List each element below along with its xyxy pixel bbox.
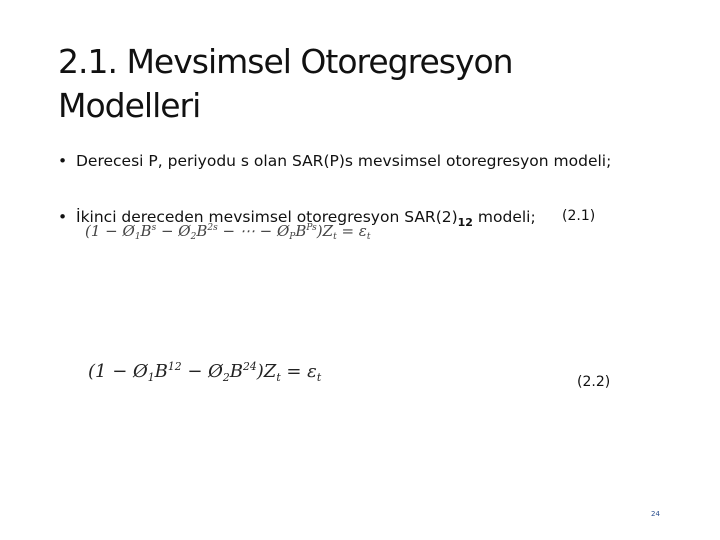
slide-title — [58, 40, 578, 128]
slide-title-line-2: Modelleri — [58, 86, 201, 125]
equation-sar-2-12: ($1 - Ø_1B^{12}$ − $Ø_2B^{24})Z_t = \varepsilon_t$ — [88, 360, 322, 384]
equation-number-1: (2.1) — [562, 208, 596, 224]
bullet-text-prefix: İkinci dereceden mevsimsel otoregresyon SAR(2) — [76, 208, 458, 226]
bullet-text: Derecesi P, periyodu s olan SAR(P)s mevsimsel otoregresyon modeli; — [76, 152, 612, 170]
bullet-text-subscript: 12 — [457, 216, 473, 230]
bullet-text-suffix: modeli; — [472, 208, 536, 226]
bullet-marker: • — [58, 208, 68, 226]
bullet-sar-general — [58, 152, 611, 170]
bullet-marker: • — [58, 152, 68, 170]
equation-number-2: (2.2) — [577, 374, 611, 390]
equation-sar-p: ($1 - Ø_1B^s$ − $Ø_2B^{2s}$ − ⋯ − $Ø_PB^{Ps})Z_t = \varepsilon_t$ — [85, 222, 371, 243]
slide-title-line-1: 2.1. Mevsimsel Otoregresyon — [58, 42, 513, 81]
page-number: 24 — [651, 510, 660, 518]
